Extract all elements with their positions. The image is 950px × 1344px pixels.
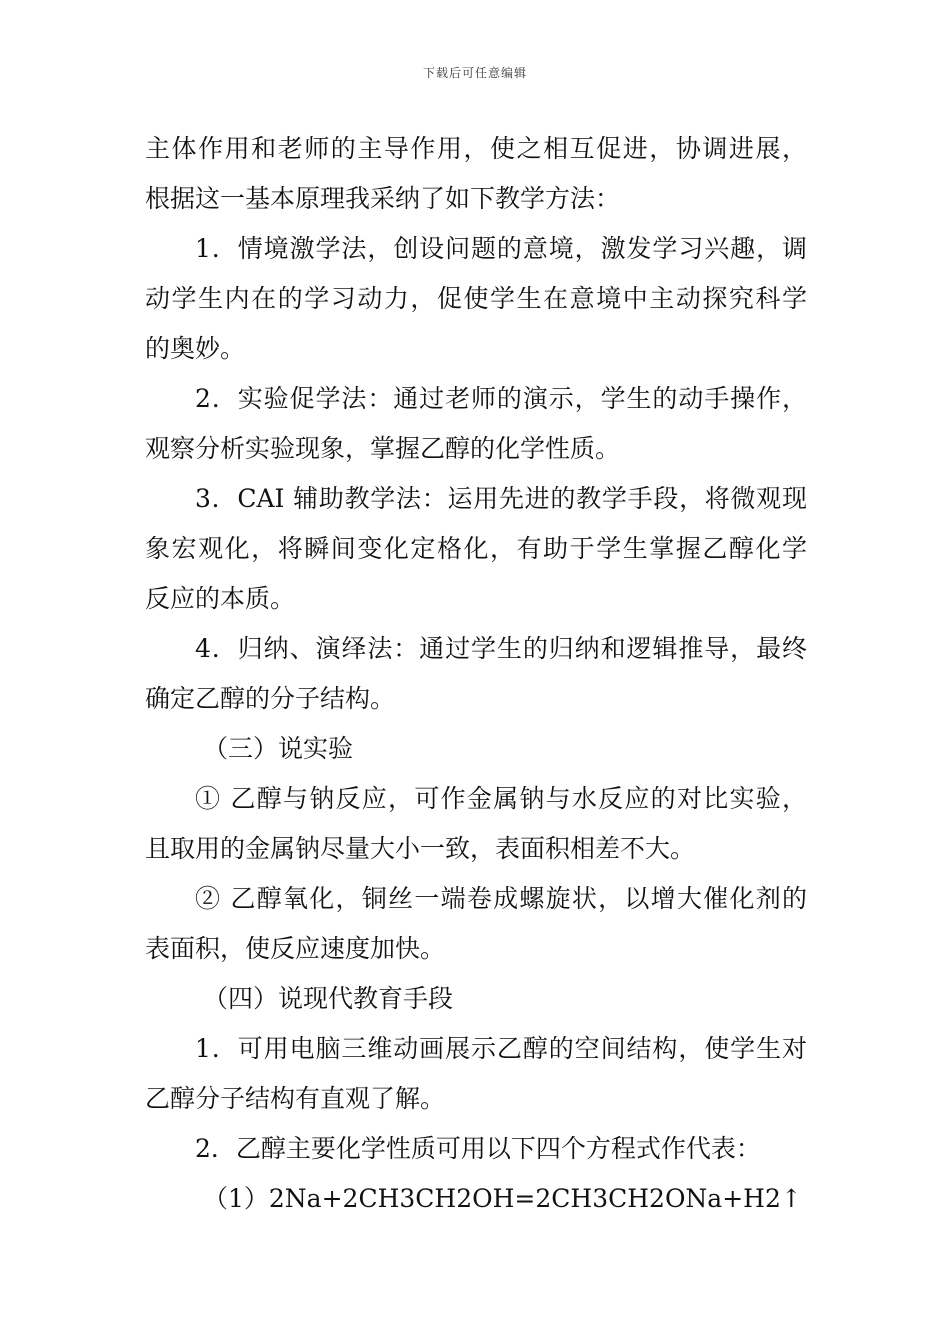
document-body [145, 124, 807, 1224]
paragraph-line: 2．乙醇主要化学性质可用以下四个方程式作代表： [195, 1134, 761, 1163]
paragraph-line: 3．CAI 辅助教学法：运用先进的教学手段，将微观现 [195, 484, 807, 513]
paragraph-line: 4．归纳、演绎法：通过学生的归纳和逻辑推导，最终 [195, 634, 807, 663]
equation-line: （1）2Na+2CH3CH2OH=2CH3CH2ONa+H2↑ [203, 1184, 802, 1213]
paragraph-line: 主体作用和老师的主导作用，使之相互促进，协调进展， [145, 134, 807, 163]
paragraph-line: 确定乙醇的分子结构。 [145, 684, 396, 713]
paragraph-line: 2．实验促学法：通过老师的演示，学生的动手操作， [195, 384, 807, 413]
paragraph-line: ② 乙醇氧化，铜丝一端卷成螺旋状，以增大催化剂的 [195, 884, 807, 913]
paragraph-line: 象宏观化，将瞬间变化定格化，有助于学生掌握乙醇化学 [145, 534, 807, 563]
section-heading: （四）说现代教育手段 [203, 984, 454, 1013]
paragraph-line: 动学生内在的学习动力，促使学生在意境中主动探究科学 [145, 284, 807, 313]
paragraph-line: 1．可用电脑三维动画展示乙醇的空间结构，使学生对 [195, 1034, 807, 1063]
page-header: 下载后可任意编辑 [422, 66, 527, 80]
paragraph-line: 观察分析实验现象，掌握乙醇的化学性质。 [145, 434, 621, 463]
paragraph-line: 且取用的金属钠尽量大小一致，表面积相差不大。 [145, 834, 696, 863]
paragraph-line: ① 乙醇与钠反应，可作金属钠与水反应的对比实验， [195, 784, 807, 813]
paragraph-line: 乙醇分子结构有直观了解。 [145, 1084, 446, 1113]
paragraph-line: 表面积，使反应速度加快。 [145, 934, 446, 963]
paragraph-line: 根据这一基本原理我采纳了如下教学方法： [145, 184, 621, 213]
section-heading: （三）说实验 [203, 734, 354, 763]
paragraph-line: 1．情境激学法，创设问题的意境，激发学习兴趣，调 [195, 234, 807, 263]
paragraph-line: 反应的本质。 [145, 584, 296, 613]
paragraph-line: 的奥妙。 [145, 334, 246, 363]
